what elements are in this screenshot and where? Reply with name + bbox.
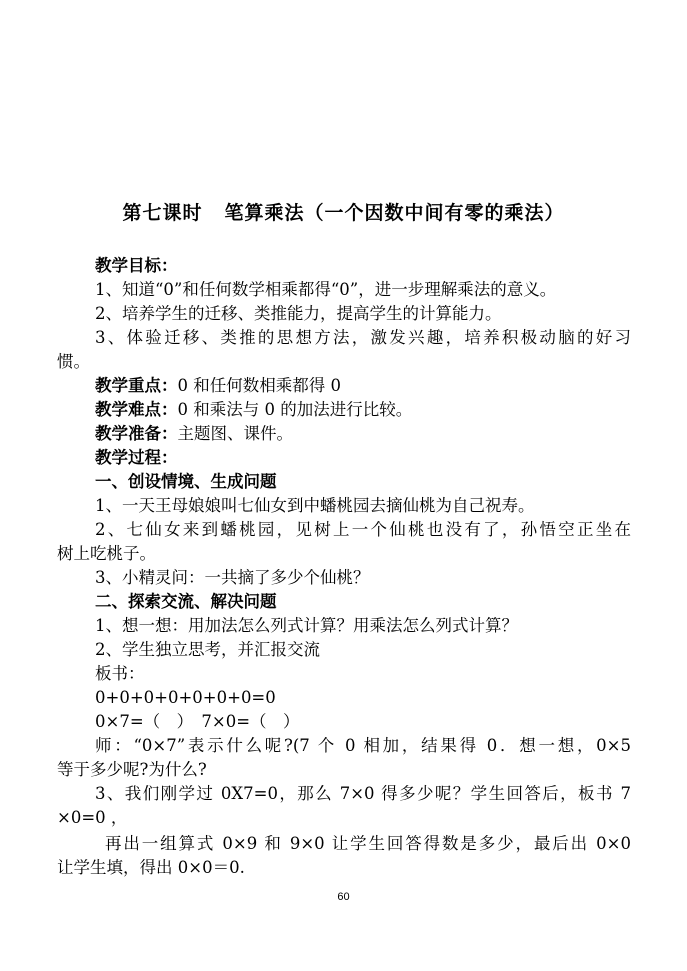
goals-heading: 教学目标： <box>95 256 178 275</box>
section1-line-1: 1、一天王母娘娘叫七仙女到中蟠桃园去摘仙桃为自己祝寿。 <box>95 496 535 515</box>
section2-line-1: 1、想一想：用加法怎么列式计算？用乘法怎么列式计算？ <box>95 616 518 635</box>
preparation <box>95 424 293 444</box>
section2-line-4: 再出一组算式 0×9 和 9×0 让学生回答得数是多少，最后出 0×0 <box>105 834 631 853</box>
section1-line-2: 2、七仙女来到蟠桃园，见树上一个仙桃也没有了，孙悟空正坐在 <box>95 520 631 539</box>
section2-line-4-cont: 让学生填，得出 0×0＝0. <box>57 858 245 877</box>
section2-line-2: 2、学生独立思考，并汇报交流 <box>95 640 320 659</box>
difficulty <box>95 400 412 420</box>
preparation-text: 主题图、课件。 <box>177 424 293 443</box>
board-addition: 0+0+0+0+0+0+0=0 <box>95 688 276 707</box>
goal-item-3: 3、体验迁移、类推的思想方法，激发兴趣，培养积极动脑的好习 <box>95 328 631 347</box>
key-point-label: 教学重点： <box>95 376 178 395</box>
goal-item-3-cont: 惯。 <box>57 352 90 371</box>
page-number: 60 <box>337 891 350 903</box>
lesson-topic: 笔算乘法（一个因数中间有零的乘法） <box>224 202 565 224</box>
lesson-title <box>0 198 687 225</box>
difficulty-label: 教学难点： <box>95 400 178 419</box>
teacher-question-cont: 等于多少呢?为什么? <box>57 760 207 779</box>
section2-line-3: 3、我们刚学过 0X7=0，那么 7×0 得多少呢？学生回答后，板书 7 <box>95 784 631 803</box>
section2-heading: 二、探索交流、解决问题 <box>95 592 277 611</box>
goal-item-1: 1、知道“0”和任何数学相乘都得“0”，进一步理解乘法的意义。 <box>95 280 557 299</box>
board-multiplication: 0×7=（ ） 7×0=（ ） <box>95 712 300 731</box>
section1-line-3: 3、小精灵问：一共摘了多少个仙桃？ <box>95 568 370 587</box>
section1-heading: 一、创设情境、生成问题 <box>95 472 277 491</box>
difficulty-text: 0 和乘法与 0 的加法进行比较。 <box>177 400 413 419</box>
section2-line-3-cont: ×0=0 ， <box>57 808 128 827</box>
section1-line-2-cont: 树上吃桃子。 <box>57 544 156 563</box>
teacher-question: 师：“0×7”表示什么呢?(7 个 0 相加，结果得 0．想一想，0×5 <box>95 736 631 755</box>
lesson-number: 第七课时 <box>122 202 203 224</box>
process-heading: 教学过程： <box>95 448 178 467</box>
board-label: 板书： <box>95 664 145 683</box>
key-point-text: 0 和任何数相乘都得 0 <box>177 376 341 395</box>
key-point <box>95 376 341 396</box>
preparation-label: 教学准备： <box>95 424 178 443</box>
goal-item-2: 2、培养学生的迁移、类推能力，提高学生的计算能力。 <box>95 304 502 323</box>
